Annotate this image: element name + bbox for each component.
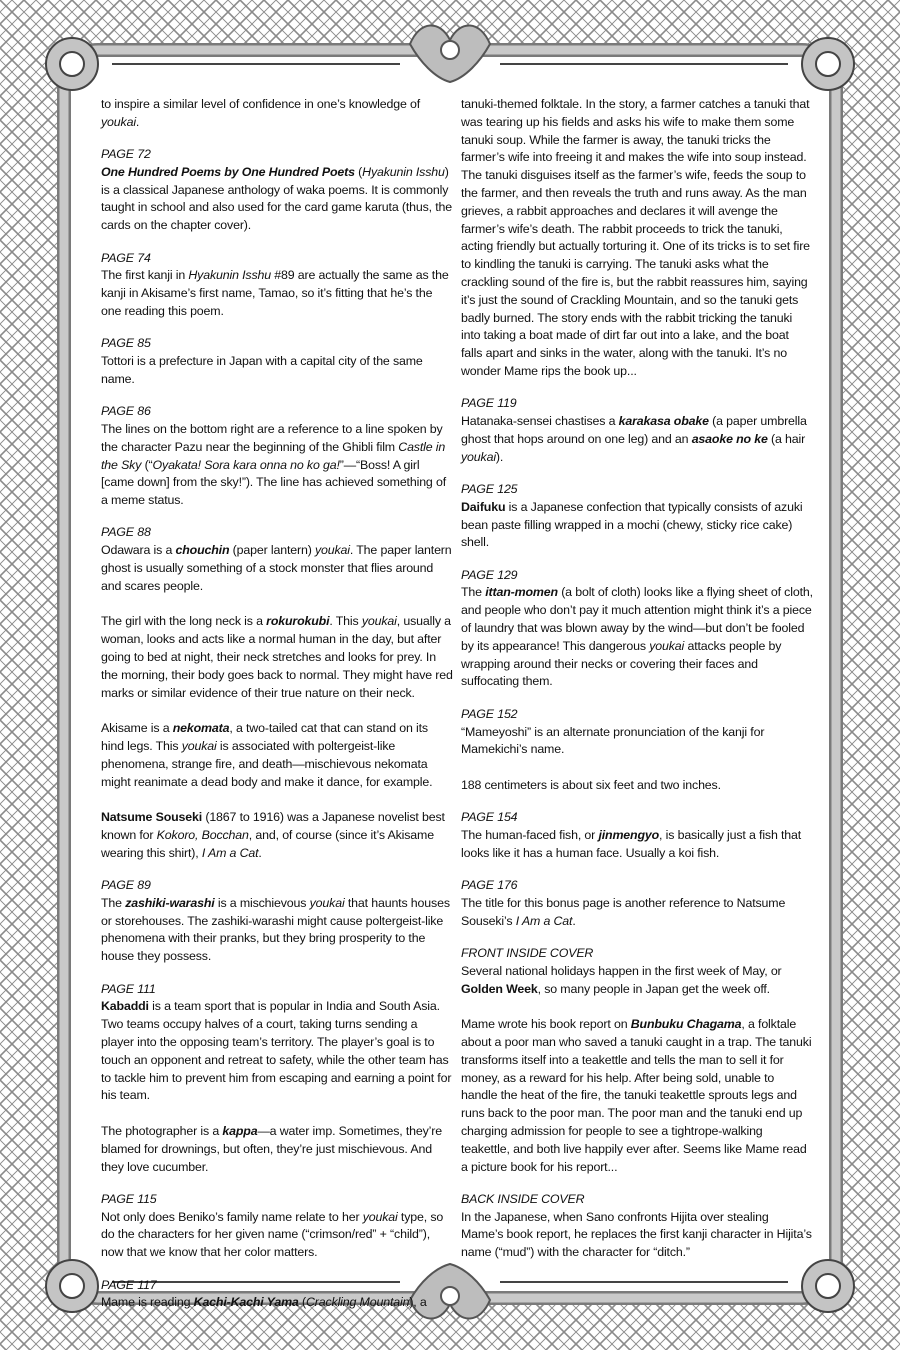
page-header: PAGE 111 <box>101 981 156 996</box>
text-run: The girl with the long neck is a <box>101 614 267 629</box>
page-header: PAGE 117 <box>101 1277 157 1292</box>
text-run: Hyakunin Isshu <box>362 164 445 179</box>
text-run: tanuki-themed folktale. In the story, a farmer catches a tanuki that was tearing up his fields and asks his wife to make them some tanuki soup. While the farmer is away, the tanuki tricks the farmer’s wife into freeing it and makes the wife into soup instead. The tanuki disguises itself as the farmer’s wife, feeds the soup to the farmer, and then reveals the truth and runs away. As the man grieves, a rabbit approaches and declares it will avenge the farmer’s wife’s death. The rabbit proceeds to trick the tanuki, acting friendly but actually torturing it. One of its tricks is to set fire to kindling the tanuki is carrying. The tanuki asks what the crackling sound of the fire is, but the rabbit reassures him, saying it’s just the sound of Crackling Mountain, and so the tanuki gets badly burned. The story ends with the rabbit tricking the tanuki into taking a boat made of dirt far out into a lake, and the boat falls apart and sinks in the water, along with the tanuki. It’s no wonder Mame rips the book up... <box>461 97 810 378</box>
text-run: The lines on the bottom right are a reference to a line spoken by the character Pazu near the beginning of the Ghibli film <box>101 421 443 454</box>
text-run: youkai <box>362 1209 398 1224</box>
note-entry <box>101 877 453 966</box>
page-header: PAGE 176 <box>461 878 518 893</box>
page-header: PAGE 85 <box>101 336 151 351</box>
text-run: . <box>572 913 576 928</box>
text-run: Mame is reading <box>101 1295 194 1310</box>
page-header: PAGE 152 <box>461 706 518 721</box>
note-paragraph <box>101 542 453 595</box>
note-paragraph <box>461 724 813 760</box>
text-run: (paper lantern) <box>229 543 315 558</box>
page-header: FRONT INSIDE COVER <box>461 945 594 960</box>
text-run: nekomata <box>172 721 230 736</box>
text-run: , so many people in Japan get the week off. <box>537 981 770 996</box>
note-entry <box>101 96 453 132</box>
note-paragraph <box>461 777 813 795</box>
text-run: One Hundred Poems by One Hundred Poets <box>101 164 355 179</box>
page-header: PAGE 125 <box>461 481 518 496</box>
note-paragraph <box>461 413 813 466</box>
text-run: #89 are actually the same as the kanji in Akisame’s first name, Tamao, so it’s fitting that he’s the one reading this poem. <box>101 268 449 318</box>
note-paragraph <box>101 895 453 966</box>
text-run: (a hair <box>767 431 806 446</box>
text-run: The human-faced fish, or <box>461 827 599 842</box>
text-run: is a team sport that is popular in India and South Asia. Two teams occupy halves of a court, taking turns sending a player into the opposing team’s territory. The player’s goal is to touch an opponent and retreat to safety, while the other team has to tackle him to prevent him from escaping and earning a point for his team. <box>101 999 452 1103</box>
note-paragraph <box>101 1294 453 1312</box>
text-run: ittan-momen <box>485 585 558 600</box>
text-run: , and, of course (since it’s Akisame wearing this shirt), <box>101 827 434 860</box>
note-entry <box>101 403 453 510</box>
note-entry <box>461 395 813 466</box>
text-run: . <box>135 114 140 129</box>
text-run: is a Japanese confection that typically consists of azuki bean paste filling wrapped in a mochi (chewy, sticky rice cake) shell. <box>461 499 803 550</box>
note-paragraph <box>101 164 453 235</box>
text-run: Not only does Beniko’s family name relate to her <box>101 1209 363 1224</box>
text-run: youkai <box>314 543 350 558</box>
text-run: The <box>461 585 486 600</box>
text-run: The <box>101 895 126 910</box>
text-run: (a paper umbrella ghost that hops around on one leg) and an <box>461 414 807 446</box>
page-header: PAGE 89 <box>101 878 151 893</box>
note-entry <box>461 877 813 930</box>
text-run: kappa <box>222 1123 258 1138</box>
text-run: Kabaddi <box>101 999 149 1014</box>
note-paragraph <box>101 353 453 389</box>
note-entry <box>461 567 813 692</box>
page-header: PAGE 88 <box>101 525 151 540</box>
text-run: Daifuku <box>461 499 506 514</box>
note-paragraph <box>461 1016 813 1176</box>
notes-column-right <box>461 96 813 1277</box>
text-run: rokurokubi <box>266 614 330 629</box>
text-run: , usually a woman, looks and acts like a normal human in the day, but after going to bed at night, their neck stretches and looks for prey. In the morning, their body goes back to normal. They might have red marks or similar evidence of their true nature on their neck. <box>101 614 453 700</box>
text-run: I Am a Cat <box>515 913 573 928</box>
note-paragraph <box>101 421 453 510</box>
text-run: asaoke no ke <box>691 431 768 446</box>
note-paragraph <box>101 720 453 791</box>
text-run: In the Japanese, when Sano confronts Hijita over stealing Mame’s book report, he replaces the first kanji character in Hijita’s name (“mud”) with the character for “ditch.” <box>461 1209 812 1260</box>
page-header: PAGE 86 <box>101 404 151 419</box>
text-run: zashiki-warashi <box>125 895 215 910</box>
text-run: youkai <box>101 114 136 129</box>
note-entry <box>461 945 813 1176</box>
text-run: (a bolt of cloth) looks like a flying sheet of cloth, and people who don’t pay it much attention might think it’s a piece of laundry that was blown away by the wind—but don’t be fooled by its appearance! This dangerous <box>461 585 813 653</box>
text-run: Odawara is a <box>101 543 176 558</box>
text-run: youkai <box>649 638 685 653</box>
text-run: , a folktale about a poor man who saved a tanuki caught in a trap. The tanuki transforms itself into a teakettle and tells the man to sell it for money, as a reward for his help. After being sold, unable to handle the heat of the fire, the tanuki teakettle sprouts legs and runs back to the poor man. The poor man and the tanuki end up charging admission for people to see a tightrope-walking teakettle, and both live happily ever after. Seems like Mame read a picture book for his report... <box>461 1017 812 1174</box>
note-entry <box>101 1191 453 1262</box>
note-entry <box>101 524 453 862</box>
notes-column-left <box>101 96 453 1327</box>
text-run: Crackling Mountain <box>305 1295 410 1310</box>
text-run: Hyakunin Isshu <box>188 268 271 283</box>
note-entry <box>101 250 453 321</box>
text-run: “Mameyoshi” is an alternate pronunciation of the kanji for Mamekichi’s name. <box>461 724 765 757</box>
text-run: Bunbuku Chagama <box>630 1017 742 1032</box>
text-run: to inspire a similar level of confidence in one’s knowledge of <box>101 97 421 111</box>
text-run: youkai <box>181 739 217 753</box>
text-run: The photographer is a <box>101 1123 223 1138</box>
text-run: , a two-tailed cat that can stand on its hind legs. This <box>101 721 428 753</box>
text-run: Tottori is a prefecture in Japan with a capital city of the same name. <box>101 354 423 386</box>
text-run: Castle in the Sky <box>101 439 446 472</box>
text-run: Golden Week <box>461 981 538 996</box>
text-run: Oyakata! Sora kara onna no ko ga! <box>152 457 340 472</box>
text-run: jinmengyo <box>598 827 660 842</box>
page-header: PAGE 119 <box>461 396 517 411</box>
text-run: ”—“Boss! A girl [came down] from the sky!”). The line has achieved something of a meme status. <box>101 457 447 508</box>
page-header: BACK INSIDE COVER <box>461 1191 585 1206</box>
text-run: The first kanji in <box>101 268 189 283</box>
note-paragraph <box>101 1209 453 1262</box>
note-entry <box>101 1277 453 1313</box>
note-entry <box>101 981 453 1177</box>
text-run: Mame wrote his book report on <box>461 1017 631 1032</box>
page-header: PAGE 154 <box>461 810 518 825</box>
text-run: attacks people by wrapping around their necks or covering their faces and suffocating them. <box>461 638 782 689</box>
text-run: that haunts houses or storehouses. The zashiki-warashi might cause poltergeist-like phenomena with their pranks, but they bring prosperity to the house they possess. <box>101 895 450 964</box>
note-paragraph <box>101 1123 453 1176</box>
text-run: is associated with poltergeist-like phenomena, strange fire, and death—mischievous nekomata might reanimate a dead body and make it dance, for example. <box>101 739 433 789</box>
note-entry <box>461 481 813 552</box>
note-entry <box>461 96 813 381</box>
note-paragraph <box>101 613 453 702</box>
text-run: is a mischievous <box>214 895 310 910</box>
text-run: type, so do the characters for her given name (“crimson/red” + “child”), now that we know that her color matters. <box>101 1209 444 1260</box>
text-run: , is basically just a fish that looks like it has a human face. Usually a koi fish. <box>461 827 802 860</box>
page-header: PAGE 72 <box>101 147 151 162</box>
note-paragraph <box>101 267 453 320</box>
text-run: . <box>258 845 262 860</box>
text-run: youkai <box>461 449 496 464</box>
text-run: ( <box>298 1295 306 1310</box>
text-run: (1867 to 1916) was a Japanese novelist best known for <box>101 810 445 842</box>
text-run: (“ <box>141 457 153 472</box>
note-paragraph <box>101 96 453 132</box>
text-run: Kachi-Kachi Yama <box>193 1295 299 1310</box>
text-run: Kokoro, Bocchan <box>156 827 249 842</box>
note-entry <box>461 1191 813 1262</box>
note-paragraph <box>461 827 813 863</box>
note-paragraph <box>461 1209 813 1262</box>
note-paragraph <box>101 998 453 1105</box>
text-run: youkai <box>309 895 345 910</box>
text-run: ), a <box>409 1295 427 1310</box>
text-run: I Am a Cat <box>201 845 259 860</box>
text-run: . The paper lantern ghost is usually something of a stock monster that flies around and scares people. <box>101 543 452 593</box>
note-entry <box>461 706 813 795</box>
page-header: PAGE 74 <box>101 250 151 265</box>
note-entry <box>461 809 813 862</box>
note-paragraph <box>101 809 453 862</box>
note-paragraph <box>461 895 813 931</box>
text-run: Hatanaka-sensei chastises a <box>461 414 619 429</box>
text-run: youkai <box>361 614 397 629</box>
text-run: . This <box>329 614 362 629</box>
text-run: 188 centimeters is about six feet and two inches. <box>461 777 721 792</box>
text-run: —a water imp. Sometimes, they’re blamed for drownings, but often, they’re just mischievous. And they love cucumber. <box>101 1123 443 1174</box>
page-header: PAGE 129 <box>461 567 518 582</box>
note-entry <box>101 335 453 388</box>
text-run: Natsume Souseki <box>101 810 203 825</box>
text-run: ( <box>354 164 363 179</box>
note-paragraph <box>461 499 813 552</box>
text-run: Akisame is a <box>101 721 173 736</box>
page-header: PAGE 115 <box>101 1191 157 1206</box>
note-entry <box>101 146 453 235</box>
note-paragraph <box>461 96 813 381</box>
note-paragraph <box>461 963 813 999</box>
text-run: Several national holidays happen in the first week of May, or <box>461 963 782 978</box>
text-run: ) is a classical Japanese anthology of waka poems. It is commonly taught in school and also used for the card game karuta (thus, the cards on the chapter cover). <box>101 164 453 233</box>
note-paragraph <box>461 584 813 691</box>
text-run: chouchin <box>175 543 230 558</box>
text-run: karakasa obake <box>618 414 709 429</box>
text-run: The title for this bonus page is another reference to Natsume Souseki’s <box>461 895 786 928</box>
text-run: ). <box>495 449 504 464</box>
